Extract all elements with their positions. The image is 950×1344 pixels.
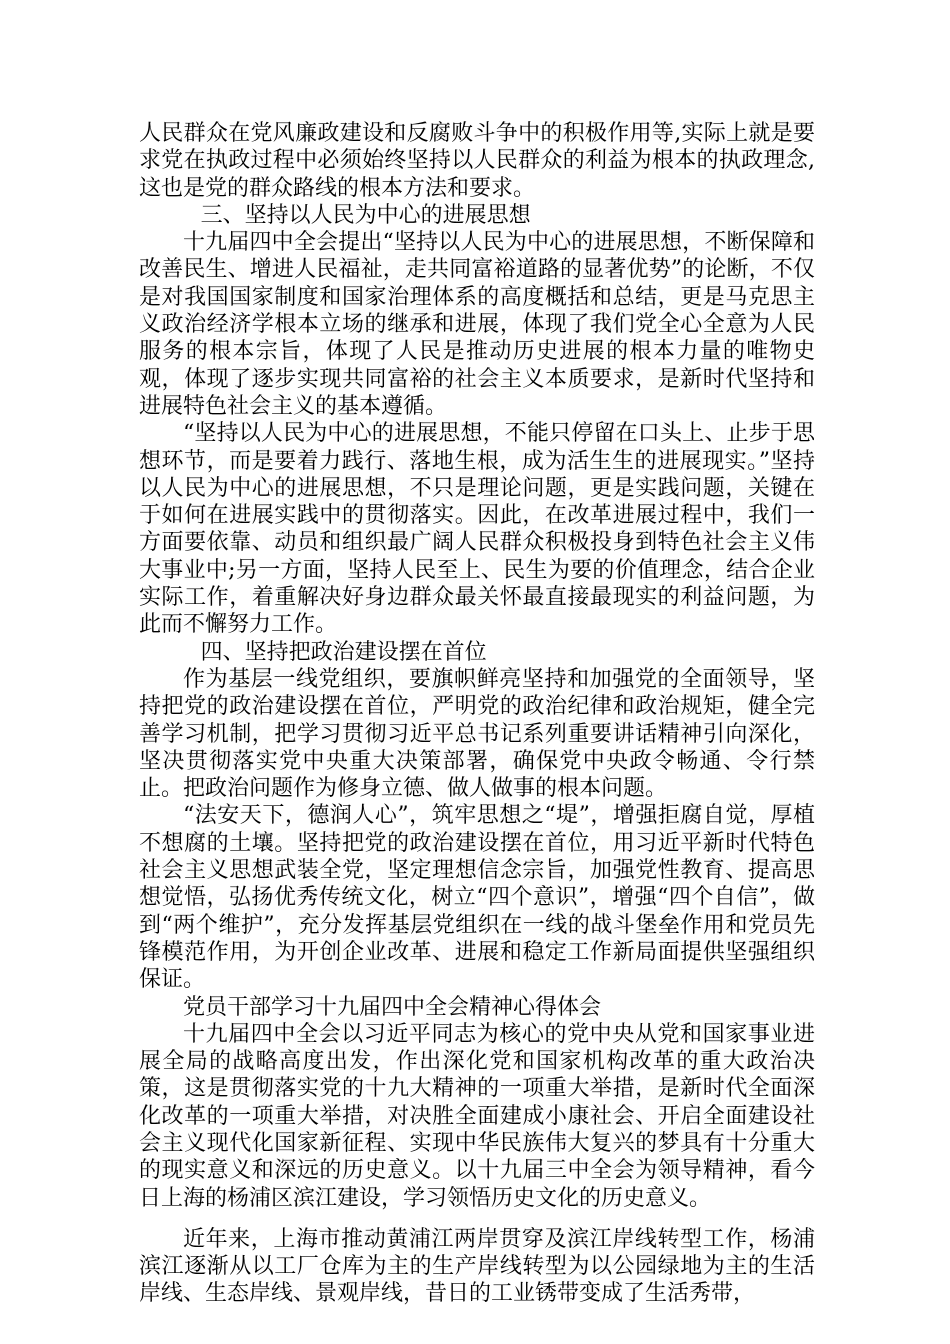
section-heading-4: 四、坚持把政治建设摆在首位 [200,639,487,665]
paragraph: “法安天下，德润人心”，筑牢思想之“堤”，增强拒腐自觉，厚植不想腐的土壤。坚持把党的政治建设摆在首位，用习近平新时代特色社会主义思想武装全党，坚定理想信念宗旨，加强党性教育、提高思想觉悟，弘扬优秀传统文化，树立“四个意识”，增强“四个自信”，做到“两个维护”，充分发挥基层党组织在一线的战斗堡垒作用和党员先锋模范作用，为开创企业改革、进展和稳定工作新局面提供坚强组织保证。 [139,803,815,993]
paragraph: 作为基层一线党组织，要旗帜鲜亮坚持和加强党的全面领导，坚持把党的政治建设摆在首位，严明党的政治纪律和政治规矩，健全完善学习机制，把学习贯彻习近平总书记系列重要讲话精神引向深化，坚决贯彻落实党中央重大决策部署，确保党中央政令畅通、令行禁止。把政治问题作为修身立德、做人做事的根本问题。 [139,666,815,802]
paragraph-continuation: 人民群众在党风廉政建设和反腐败斗争中的积极作用等,实际上就是要求党在执政过程中必须始终坚持以人民群众的利益为根本的执政理念,这也是党的群众路线的根本方法和要求。 [139,121,815,201]
paragraph: “坚持以人民为中心的进展思想，不能只停留在口头上、止步于思想环节，而是要着力践行、落地生根，成为活生生的进展现实。”坚持以人民为中心的进展思想，不只是理论问题，更是实践问题，关键在于如何在进展实践中的贯彻落实。因此，在改革进展过程中，我们一方面要依靠、动员和组织最广阔人民群众积极投身到特色社会主义伟大事业中;另一方面，坚持人民至上、民生为要的价值理念，结合企业实际工作，着重解决好身边群众最关怀最直接最现实的利益问题，为此而不懈努力工作。 [139,421,815,638]
document-body [139,120,815,1308]
section-heading-3: 三、坚持以人民为中心的进展思想 [200,202,531,228]
paragraph: 近年来，上海市推动黄浦江两岸贯穿及滨江岸线转型工作，杨浦滨江逐渐从以工厂仓库为主的生产岸线转型为以公园绿地为主的生活岸线、生态岸线、景观岸线，昔日的工业锈带变成了生活秀带， [139,1226,815,1307]
paragraph: 十九届四中全会提出“坚持以人民为中心的进展思想，不断保障和改善民生、增进人民福祉，走共同富裕道路的显著优势”的论断，不仅是对我国国家制度和国家治理体系的高度概括和总结，更是马克思主义政治经济学根本立场的继承和进展，体现了我们党全心全意为人民服务的根本宗旨，体现了人民是推动历史进展的根本力量的唯物史观，体现了逐步实现共同富裕的社会主义本质要求，是新时代坚持和进展特色社会主义的基本遵循。 [139,230,815,419]
article-title: 党员干部学习十九届四中全会精神心得体会 [183,994,602,1020]
paragraph: 十九届四中全会以习近平同志为核心的党中央从党和国家事业进展全局的战略高度出发，作出深化党和国家机构改革的重大政治决策，这是贯彻落实党的十九大精神的一项重大举措，是新时代全面深化改革的一项重大举措，对决胜全面建成小康社会、开启全面建设社会主义现代化国家新征程、实现中华民族伟大复兴的梦具有十分重大的现实意义和深远的历史意义。以十九届三中全会为领导精神，看今日上海的杨浦区滨江建设，学习领悟历史文化的历史意义。 [139,1021,815,1211]
